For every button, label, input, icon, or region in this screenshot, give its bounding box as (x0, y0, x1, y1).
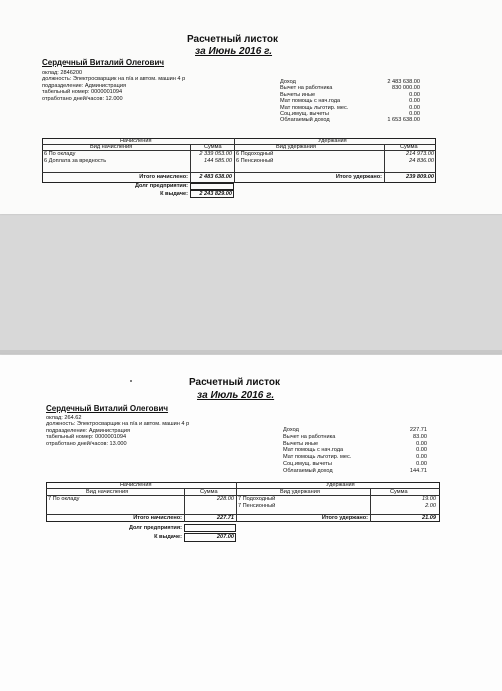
income-summary (280, 79, 420, 124)
employee-info (46, 415, 189, 447)
summary-value: 83.00 (413, 433, 427, 440)
info-tab-number: табельный номер: 0000001094 (46, 434, 127, 441)
deduction-name: 7 Подоходный (238, 496, 276, 502)
summary-value: 0.00 (416, 447, 427, 454)
deduction-sum: 2.00 (425, 503, 436, 509)
summary-label: Мат помощь с нач.года (283, 447, 344, 454)
summary-value: 830 000.00 (392, 85, 420, 92)
summary-value: 0.00 (409, 91, 420, 98)
payout-label: К выдаче: (154, 534, 182, 540)
employee-info (42, 70, 185, 102)
income-summary (283, 427, 427, 475)
summary-value: 0.00 (416, 440, 427, 447)
summary-label: Соц.имущ. вычеты (280, 110, 329, 117)
col-accrual-sum: Сумма (204, 144, 222, 150)
summary-label: Доход (283, 427, 299, 433)
payslip-period: за Июль 2016 г. (197, 390, 275, 401)
info-salary: оклад: 2846200 (42, 70, 83, 76)
accrual-sum: 144 585.00 (204, 158, 232, 164)
debt-box (190, 183, 234, 190)
summary-row (283, 454, 427, 461)
total-deducted-label: Итого удержано: (335, 174, 382, 180)
summary-value: 1 653 638.00 (387, 117, 420, 124)
col-deduction-sum: Сумма (390, 489, 408, 495)
summary-row (283, 461, 427, 468)
col-deduction-type: Вид удержания (276, 144, 316, 150)
info-department: подразделение: Администрация (42, 82, 126, 89)
col-accrual-type: Вид начисления (86, 489, 129, 495)
summary-value: 2 483 638.00 (387, 79, 420, 85)
summary-value: 227.71 (409, 427, 427, 433)
payslip-title: Расчетный листок (187, 34, 278, 45)
summary-label: Облагаемый доход (283, 467, 333, 474)
employee-name: Сердечный Виталий Олегович (42, 58, 165, 67)
page-fold (0, 350, 502, 354)
total-accrued-label: Итого начислено: (139, 174, 188, 180)
col-deduction-sum: Сумма (400, 144, 418, 150)
payslip-title: Расчетный листок (189, 377, 280, 388)
total-deducted-value: 239 809.00 (406, 174, 434, 180)
info-position: должность: Электросварщик на п/а и автом. машин 4 р (42, 76, 186, 83)
total-deducted-label: Итого удержано: (321, 515, 368, 521)
total-accrued-label: Итого начислено: (133, 515, 182, 521)
payslip-period: за Июнь 2016 г. (195, 46, 273, 57)
payout-value: 2 243 829.00 (199, 191, 232, 197)
total-accrued-value: 2 483 638.00 (199, 174, 232, 180)
debt-label: Долг предприятия: (128, 525, 182, 531)
summary-value: 0.00 (416, 454, 427, 461)
accrual-sum: 228.00 (216, 496, 234, 502)
summary-value: 0.00 (409, 98, 420, 105)
summary-label: Мат помощь с нач.года (280, 98, 341, 105)
summary-row (283, 427, 427, 434)
summary-row (283, 441, 427, 448)
summary-label: Мат помощь льготир. мес. (283, 454, 352, 461)
info-department: подразделение: Администрация (46, 427, 130, 434)
summary-label: Вычет на работника (283, 433, 336, 440)
payslip-june (0, 0, 502, 214)
deduction-sum: 24 836.00 (409, 158, 434, 164)
summary-row (283, 447, 427, 454)
summary-value: 0.00 (416, 460, 427, 467)
col-accrual-type: Вид начисления (90, 144, 133, 150)
total-deducted-value: 21.09 (422, 515, 436, 521)
info-position: должность: Электросварщик на п/а и автом. машин 4 р (46, 421, 190, 428)
deduction-name: 7 Пенсионный (238, 503, 276, 509)
deduction-sum: 214 973.00 (406, 151, 434, 157)
col-accrual-sum: Сумма (200, 489, 218, 495)
accrual-name: 6 По окладу (44, 151, 76, 157)
deductions-header: Удержания (326, 482, 355, 488)
summary-row (280, 117, 420, 123)
deductions-header: Удержания (318, 138, 347, 144)
accrual-name: 6 Доплата за вредность (44, 158, 107, 164)
summary-label: Облагаемый доход (280, 117, 330, 124)
employee-name: Сердечный Виталий Олегович (46, 404, 169, 413)
info-tab-number: табельный номер: 0000001094 (42, 89, 123, 96)
scan-speck (130, 380, 132, 382)
info-worked: отработано дней/часов: 13.000 (46, 440, 127, 447)
debt-label: Долг предприятия: (134, 183, 188, 189)
accruals-header: Начисления (120, 138, 152, 144)
summary-label: Вычеты иные (280, 91, 316, 98)
summary-value: 144.71 (409, 467, 427, 474)
summary-label: Вычеты иные (283, 440, 319, 447)
summary-value: 0.00 (409, 110, 420, 117)
summary-row (283, 434, 427, 441)
payout-value: 207.00 (216, 534, 234, 540)
deduction-name: 6 Подоходный (236, 151, 274, 157)
table-divider (42, 172, 436, 173)
payslip-july (0, 355, 502, 691)
deduction-name: 6 Пенсионный (236, 158, 274, 164)
col-deduction-type: Вид удержания (280, 489, 320, 495)
summary-label: Доход (280, 79, 296, 85)
summary-value: 0.00 (409, 104, 420, 111)
summary-label: Мат помощь льготир. мес. (280, 104, 349, 111)
info-salary: оклад: 264.62 (46, 415, 82, 421)
accrual-sum: 2 339 053.00 (199, 151, 232, 157)
debt-box (184, 524, 236, 532)
summary-row (283, 468, 427, 475)
total-accrued-value: 227.71 (216, 515, 234, 521)
info-worked: отработано дней/часов: 12.000 (42, 95, 123, 102)
deduction-sum: 19.00 (422, 496, 436, 502)
payout-label: К выдаче: (160, 191, 188, 197)
summary-label: Соц.имущ. вычеты (283, 460, 332, 467)
accruals-header: Начисления (120, 482, 152, 488)
accrual-name: 7 По окладу (48, 496, 80, 502)
summary-label: Вычет на работника (280, 85, 333, 92)
